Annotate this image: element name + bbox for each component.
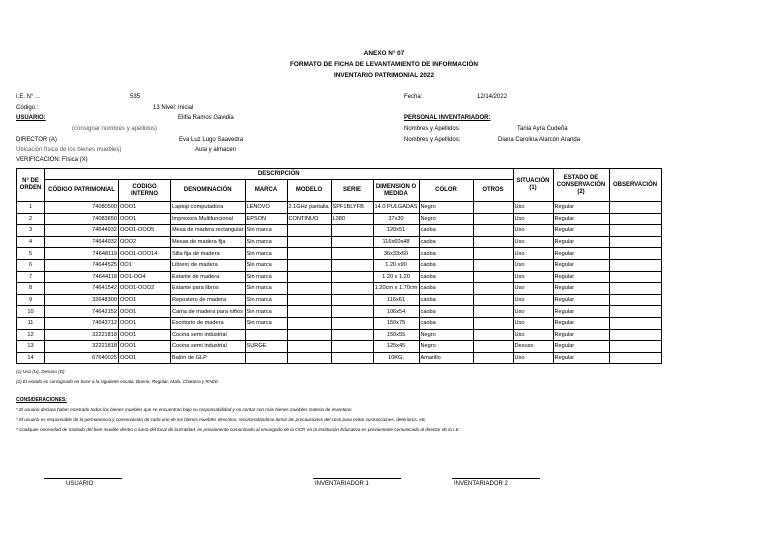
codigo-patrimonial-cell: 67640025 <box>45 352 119 364</box>
serie-cell <box>331 225 373 237</box>
color-cell: caoba <box>419 259 473 271</box>
usuario-label: USUARIO: <box>16 115 46 121</box>
observacion-cell <box>609 236 661 248</box>
serie-cell <box>331 271 373 283</box>
situacion-cell: Uso <box>513 352 553 364</box>
codigo-patrimonial-cell: 74644932 <box>45 225 119 237</box>
dimension-cell: 120x51 <box>373 225 419 237</box>
serie-cell <box>331 317 373 329</box>
color-cell: Negro <box>419 202 473 214</box>
observacion-cell <box>609 306 661 318</box>
estado-cell: Regular <box>553 225 609 237</box>
col-header-serie: SERIE <box>331 180 373 202</box>
document-subtitle: INVENTARIO PATRIMONIAL 2022 <box>333 72 434 79</box>
inventory-table-body <box>17 202 662 364</box>
estado-cell: Regular <box>553 248 609 260</box>
observacion-cell <box>609 341 661 353</box>
col-header-codigo: CÓDIGO PATRIMONIAL <box>45 180 119 202</box>
marca-cell: Sin marca <box>245 317 287 329</box>
otros-cell <box>473 352 513 364</box>
dimension-cell: 1.20 x 1.20 <box>373 271 419 283</box>
codigo-patrimonial-cell: 74644932 <box>45 236 119 248</box>
serie-cell <box>331 306 373 318</box>
inventory-table <box>16 168 662 364</box>
dimension-cell: 116x61 <box>373 294 419 306</box>
denominacion-cell: Mesas de madera fija <box>171 236 246 248</box>
codigo-interno-cell: OOO1-OOO5 <box>119 225 171 237</box>
dimension-cell: 14.0 PULGADAS <box>373 202 419 214</box>
dimension-cell: 116x60x48 <box>373 236 419 248</box>
denominacion-cell: Librero de madera <box>171 259 246 271</box>
marca-cell: Sin marca <box>245 306 287 318</box>
denominacion-cell: Estante para libros <box>171 283 246 295</box>
row-number: 1 <box>17 202 45 214</box>
row-number: 4 <box>17 236 45 248</box>
otros-cell <box>473 248 513 260</box>
table-row <box>17 236 662 248</box>
estado-cell: Regular <box>553 341 609 353</box>
col-header-denominacion: DENOMINACIÓN <box>171 180 246 202</box>
director-label: DIRECTOR (A) <box>16 137 57 143</box>
modelo-cell <box>287 271 331 283</box>
codigo-patrimonial-cell: 32221818 <box>45 341 119 353</box>
serie-cell <box>331 341 373 353</box>
color-cell: Negro <box>419 329 473 341</box>
codigo-interno-cell: OOO1 <box>119 341 171 353</box>
anexo-title: ANEXO N° 07 <box>363 50 405 57</box>
codigo-patrimonial-cell: 74644118 <box>45 271 119 283</box>
serie-cell: SPF1BLYFB <box>331 202 373 214</box>
codigo-interno-cell: OOO1 <box>119 202 171 214</box>
inventariador-2-name: Diana Carolina Alarcón Aranda <box>498 137 581 143</box>
otros-cell <box>473 341 513 353</box>
ie-label: I.E. N° ... <box>16 94 41 100</box>
table-row <box>17 341 662 353</box>
col-header-modelo: MODELO <box>287 180 331 202</box>
col-header-situacion: SITUACIÓN (1) <box>513 169 553 202</box>
row-number: 3 <box>17 225 45 237</box>
personal-inventariador-label: PERSONAL INVENTARIADOR: <box>404 115 491 121</box>
serie-cell <box>331 294 373 306</box>
color-cell: caoba <box>419 294 473 306</box>
serie-cell <box>331 259 373 271</box>
marca-cell: Sin marca <box>245 294 287 306</box>
table-row <box>17 271 662 283</box>
col-header-color: COLOR <box>419 180 473 202</box>
situacion-cell: Uso <box>513 283 553 295</box>
denominacion-cell: Cocina semi industrial <box>171 329 246 341</box>
codigo-patrimonial-cell: 74641542 <box>45 283 119 295</box>
observacion-cell <box>609 202 661 214</box>
codigo-interno-cell: OOO1 <box>119 329 171 341</box>
estado-cell: Regular <box>553 202 609 214</box>
situacion-cell: Uso <box>513 317 553 329</box>
row-number: 2 <box>17 213 45 225</box>
otros-cell <box>473 225 513 237</box>
consideracion-item: * El usuario es responsable de la permanencia y conservación de cada uno de los bienes muebles descritos, recomendándose tomar las precauciones del caso para evitar sustracciones, deterioros, etc. <box>16 417 427 422</box>
marca-cell: Sin marca <box>245 236 287 248</box>
color-cell: caoba <box>419 271 473 283</box>
table-row <box>17 352 662 364</box>
table-row <box>17 283 662 295</box>
modelo-cell: CONTINUO <box>287 213 331 225</box>
denominacion-cell: Mesa de madera rectangular <box>171 225 246 237</box>
situacion-cell: Uso <box>513 259 553 271</box>
color-cell: caoba <box>419 236 473 248</box>
row-number: 8 <box>17 283 45 295</box>
situacion-cell: Uso <box>513 294 553 306</box>
observacion-cell <box>609 271 661 283</box>
otros-cell <box>473 271 513 283</box>
modelo-cell <box>287 294 331 306</box>
modelo-cell <box>287 259 331 271</box>
marca-cell <box>245 329 287 341</box>
dimension-cell: 1.20 x90 <box>373 259 419 271</box>
marca-cell: SURGE <box>245 341 287 353</box>
nombres-label-1: Nombres y Apellidos: <box>404 126 461 132</box>
signature-line-inventariador-2 <box>452 478 540 479</box>
descripcion-group-header: DESCRIPCIÓN <box>45 169 514 180</box>
consideracion-item: * El usuario declara haber mostrado todos los bienes muebles que se encuentran bajo su responsabilidad y no contar con más bienes muebles materia de inventario <box>16 407 352 412</box>
document-title: FORMATO DE FICHA DE LEVANTAMIENTO DE INFORMACIÓN <box>289 61 479 68</box>
modelo-cell <box>287 317 331 329</box>
fecha-value: 12/14/2022 <box>477 94 508 100</box>
otros-cell <box>473 283 513 295</box>
codigo-patrimonial-cell: 74644525 <box>45 259 119 271</box>
denominacion-cell: Repostero de madera <box>171 294 246 306</box>
estado-cell: Regular <box>553 352 609 364</box>
otros-cell <box>473 213 513 225</box>
codigo-interno-cell: OO1-OO4 <box>119 271 171 283</box>
color-cell: caoba <box>419 248 473 260</box>
codigo-patrimonial-cell: 32221818 <box>45 329 119 341</box>
denominacion-cell: Escritorio de madera <box>171 317 246 329</box>
serie-cell <box>331 329 373 341</box>
situacion-cell: Uso <box>513 329 553 341</box>
situacion-cell: Uso <box>513 236 553 248</box>
codigo-interno-cell: OO1 <box>119 259 171 271</box>
situacion-cell: Uso <box>513 225 553 237</box>
serie-cell: L380 <box>331 213 373 225</box>
otros-cell <box>473 306 513 318</box>
situacion-cell: Uso <box>513 213 553 225</box>
observacion-cell <box>609 225 661 237</box>
row-number: 7 <box>17 271 45 283</box>
codigo-label: Código : <box>16 105 39 111</box>
marca-cell: Sin marca <box>245 283 287 295</box>
col-header-dimension: DIMENSION O MEDIDA <box>373 180 419 202</box>
signature-label-inventariador-2: INVENTARIADOR 2 <box>454 481 508 487</box>
codigo-interno-cell: OOO1 <box>119 213 171 225</box>
dimension-cell: 36x33x60 <box>373 248 419 260</box>
otros-cell <box>473 259 513 271</box>
modelo-cell <box>287 225 331 237</box>
codigo-interno-cell: OOO2 <box>119 236 171 248</box>
col-header-interno: CODIGO INTERNO <box>119 180 171 202</box>
consignar-note: (consignar nombres y apellidos) <box>72 126 158 132</box>
row-number: 14 <box>17 352 45 364</box>
codigo-interno-cell: OOO1 <box>119 317 171 329</box>
codigo-interno-cell: OOO1-OOO2 <box>119 283 171 295</box>
marca-cell: EPSON <box>245 213 287 225</box>
modelo-cell <box>287 283 331 295</box>
observacion-cell <box>609 283 661 295</box>
nombres-label-2: Nombres y Apellidos: <box>404 137 461 143</box>
situacion-cell: Uso <box>513 306 553 318</box>
serie-cell <box>331 248 373 260</box>
ie-value: 535 <box>130 94 141 100</box>
estado-cell: Regular <box>553 306 609 318</box>
modelo-cell: 2.1GHz pantalla <box>287 202 331 214</box>
row-number: 10 <box>17 306 45 318</box>
codigo-patrimonial-cell: 74083650 <box>45 213 119 225</box>
estado-cell: Regular <box>553 236 609 248</box>
marca-cell: Sin marca <box>245 271 287 283</box>
modelo-cell <box>287 341 331 353</box>
situacion-cell: Uso <box>513 202 553 214</box>
table-row <box>17 225 662 237</box>
denominacion-cell: Impresora Multifuncional <box>171 213 246 225</box>
col-header-otros: OTROS <box>473 180 513 202</box>
director-value: Eva Luz Lugo Saavedra <box>179 137 244 143</box>
otros-cell <box>473 317 513 329</box>
signature-line-usuario <box>44 478 122 479</box>
denominacion-cell: Laptop computadora <box>171 202 246 214</box>
table-row <box>17 202 662 214</box>
denominacion-cell: Estante de madera <box>171 271 246 283</box>
table-row <box>17 213 662 225</box>
table-row <box>17 248 662 260</box>
denominacion-cell: Balón de GLP <box>171 352 246 364</box>
footnote-estado: (2) El estado es consignado en base a la siguiente escala: Bueno, Regular, Malo, Chatarra y RAEE. <box>16 379 220 384</box>
observacion-cell <box>609 352 661 364</box>
signature-label-inventariador-1: INVENTARIADOR 1 <box>315 481 369 487</box>
codigo-interno-cell: OOO1 <box>119 352 171 364</box>
modelo-cell <box>287 236 331 248</box>
col-header-estado: ESTADO DE CONSERVACIÓN (2) <box>553 169 609 202</box>
codigo-interno-cell: OOO1 <box>119 306 171 318</box>
table-row <box>17 259 662 271</box>
serie-cell <box>331 236 373 248</box>
situacion-cell: Uso <box>513 248 553 260</box>
color-cell: caoba <box>419 283 473 295</box>
codigo-patrimonial-cell: 74643712 <box>45 317 119 329</box>
serie-cell <box>331 352 373 364</box>
signature-line-inventariador-1 <box>313 478 401 479</box>
dimension-cell: 150x55 <box>373 329 419 341</box>
color-cell: caoba <box>419 306 473 318</box>
dimension-cell: 106x54 <box>373 306 419 318</box>
row-number: 9 <box>17 294 45 306</box>
ubicacion-value: Aula y almacen <box>195 147 237 153</box>
estado-cell: Regular <box>553 317 609 329</box>
marca-cell: Sin marca <box>245 225 287 237</box>
codigo-interno-cell: OOO1-OOO14 <box>119 248 171 260</box>
usuario-value: Elifia Ramos Gavidia <box>178 115 234 121</box>
otros-cell <box>473 294 513 306</box>
table-row <box>17 294 662 306</box>
modelo-cell <box>287 329 331 341</box>
verificacion-label: VERIFICACIÓN: Física (X) <box>16 157 88 163</box>
row-number: 13 <box>17 341 45 353</box>
marca-cell: LENOVO <box>245 202 287 214</box>
col-header-marca: MARCA <box>245 180 287 202</box>
row-number: 11 <box>17 317 45 329</box>
codigo-patrimonial-cell: 32648300 <box>45 294 119 306</box>
consideracion-item: * Cualquier necesidad de traslado del bien mueble dentro o fuera del local de la Entidad, es previamente comunicado al encargado de la OCP, en la Institución Educativa es previamente comunicado al director de la I.E. <box>16 427 460 432</box>
fecha-label: Fecha: <box>404 94 423 100</box>
dimension-cell: 1.20cm x 1.70cm <box>373 283 419 295</box>
otros-cell <box>473 329 513 341</box>
observacion-cell <box>609 259 661 271</box>
dimension-cell: 10KG. <box>373 352 419 364</box>
modelo-cell <box>287 352 331 364</box>
color-cell: caoba <box>419 317 473 329</box>
observacion-cell <box>609 329 661 341</box>
serie-cell <box>331 283 373 295</box>
color-cell: Negro <box>419 341 473 353</box>
footnote-situacion: (1) Uso (U), Desuso (D) <box>16 369 65 374</box>
marca-cell <box>245 352 287 364</box>
row-number: 5 <box>17 248 45 260</box>
codigo-patrimonial-cell: 74642152 <box>45 306 119 318</box>
col-header-orden: N° DE ORDEN <box>17 169 45 202</box>
otros-cell <box>473 202 513 214</box>
denominacion-cell: Cocina semi industrial <box>171 341 246 353</box>
estado-cell: Regular <box>553 271 609 283</box>
denominacion-cell: Cama de madera para niños <box>171 306 246 318</box>
estado-cell: Regular <box>553 283 609 295</box>
consideraciones-title: CONSIDERACIONES: <box>16 397 67 403</box>
table-row <box>17 306 662 318</box>
otros-cell <box>473 236 513 248</box>
dimension-cell: 125x45 <box>373 341 419 353</box>
denominacion-cell: Silla fija de madera <box>171 248 246 260</box>
dimension-cell: 150x75 <box>373 317 419 329</box>
observacion-cell <box>609 317 661 329</box>
table-row <box>17 329 662 341</box>
estado-cell: Regular <box>553 259 609 271</box>
marca-cell: Sin marca <box>245 248 287 260</box>
situacion-cell: Desuso <box>513 341 553 353</box>
ubicacion-label: Ubicación física de los bienes muebles) <box>16 147 122 153</box>
row-number: 6 <box>17 259 45 271</box>
modelo-cell <box>287 306 331 318</box>
estado-cell: Regular <box>553 213 609 225</box>
codigo-value: 13 Nivel: Inicial <box>153 105 194 111</box>
color-cell: Amarillo <box>419 352 473 364</box>
codigo-interno-cell: OOO1 <box>119 294 171 306</box>
signature-label-usuario: USUARIO <box>66 481 94 487</box>
color-cell: caoba <box>419 225 473 237</box>
modelo-cell <box>287 248 331 260</box>
observacion-cell <box>609 213 661 225</box>
color-cell: Negro <box>419 213 473 225</box>
observacion-cell <box>609 248 661 260</box>
estado-cell: Regular <box>553 329 609 341</box>
marca-cell: Sin marca <box>245 259 287 271</box>
dimension-cell: 37x30 <box>373 213 419 225</box>
codigo-patrimonial-cell: 74648119 <box>45 248 119 260</box>
estado-cell: Regular <box>553 294 609 306</box>
row-number: 12 <box>17 329 45 341</box>
situacion-cell: Uso <box>513 271 553 283</box>
observacion-cell <box>609 294 661 306</box>
table-row <box>17 317 662 329</box>
inventariador-1-name: Tania Ayra Cudeña <box>517 126 568 132</box>
codigo-patrimonial-cell: 74080500 <box>45 202 119 214</box>
col-header-observacion: OBSERVACIÓN <box>609 169 661 202</box>
